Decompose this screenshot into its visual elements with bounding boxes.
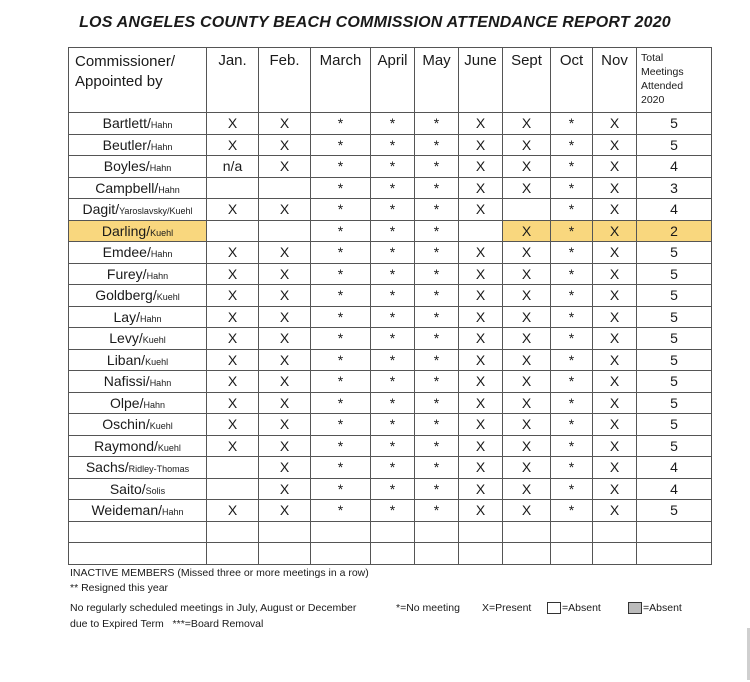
column-header-month: April	[371, 48, 415, 113]
attendance-cell: *	[415, 478, 459, 500]
commissioner-name: Olpe/Hahn	[69, 392, 207, 414]
attendance-cell: X	[593, 435, 637, 457]
table-row	[69, 199, 712, 221]
attendance-cell: *	[311, 134, 371, 156]
attendance-cell: *	[415, 349, 459, 371]
attendance-cell: X	[207, 500, 259, 522]
attendance-cell: X	[593, 113, 637, 135]
attendance-cell: X	[259, 414, 311, 436]
attendance-cell: X	[459, 328, 503, 350]
attendance-cell: X	[593, 371, 637, 393]
attendance-cell: *	[551, 457, 593, 479]
column-header-month: May	[415, 48, 459, 113]
attendance-cell: X	[459, 306, 503, 328]
attendance-cell: *	[415, 113, 459, 135]
empty-cell	[69, 521, 207, 543]
empty-cell	[551, 521, 593, 543]
attendance-cell: *	[415, 220, 459, 242]
commissioner-name: Nafissi/Hahn	[69, 371, 207, 393]
attendance-cell	[259, 177, 311, 199]
attendance-cell: *	[371, 263, 415, 285]
attendance-cell: X	[593, 220, 637, 242]
appointed-by: Hahn	[150, 249, 173, 260]
attendance-cell: *	[371, 134, 415, 156]
commissioner-name: Raymond/Kuehl	[69, 435, 207, 457]
attendance-cell: X	[503, 371, 551, 393]
table-row	[69, 457, 712, 479]
table-row	[69, 242, 712, 264]
table-row	[69, 392, 712, 414]
table-row	[69, 328, 712, 350]
appointed-by: Kuehl	[142, 335, 166, 346]
total-cell: 5	[637, 349, 712, 371]
attendance-cell: *	[311, 478, 371, 500]
empty-cell	[593, 543, 637, 565]
empty-cell	[207, 543, 259, 565]
attendance-cell: *	[551, 328, 593, 350]
attendance-cell: *	[415, 199, 459, 221]
empty-cell	[371, 521, 415, 543]
attendance-cell: X	[259, 285, 311, 307]
attendance-cell: *	[415, 156, 459, 178]
empty-cell	[259, 543, 311, 565]
attendance-cell: *	[311, 242, 371, 264]
attendance-cell: *	[371, 177, 415, 199]
attendance-cell: X	[503, 478, 551, 500]
attendance-cell: X	[259, 242, 311, 264]
attendance-cell: *	[415, 435, 459, 457]
attendance-cell: *	[551, 371, 593, 393]
appointed-by: Kuehl	[156, 292, 180, 303]
table-row	[69, 478, 712, 500]
attendance-cell: *	[551, 306, 593, 328]
attendance-cell: *	[311, 328, 371, 350]
commissioner-name: Darling/Kuehl	[69, 220, 207, 242]
table-row	[69, 263, 712, 285]
attendance-cell: X	[503, 349, 551, 371]
appointed-by: Hahn	[149, 163, 172, 174]
attendance-cell	[207, 478, 259, 500]
attendance-cell: *	[415, 392, 459, 414]
empty-cell	[593, 521, 637, 543]
commissioner-name: Beutler/Hahn	[69, 134, 207, 156]
empty-cell	[311, 521, 371, 543]
attendance-cell: X	[593, 156, 637, 178]
commissioner-name: Dagit/Yaroslavsky/Kuehl	[69, 199, 207, 221]
attendance-cell: X	[459, 199, 503, 221]
appointed-by: Hahn	[149, 378, 172, 389]
attendance-cell: X	[207, 349, 259, 371]
commissioner-name: Bartlett/Hahn	[69, 113, 207, 135]
attendance-cell: *	[415, 134, 459, 156]
attendance-cell: X	[207, 435, 259, 457]
column-header-month: Jan.	[207, 48, 259, 113]
attendance-cell: X	[259, 113, 311, 135]
attendance-cell: X	[459, 500, 503, 522]
table-row	[69, 113, 712, 135]
attendance-cell: *	[311, 263, 371, 285]
attendance-cell: *	[551, 263, 593, 285]
attendance-cell: X	[459, 435, 503, 457]
appointed-by: Hahn	[146, 270, 169, 281]
attendance-cell: X	[207, 306, 259, 328]
column-header-month: Feb.	[259, 48, 311, 113]
attendance-cell: X	[259, 392, 311, 414]
attendance-cell: *	[311, 199, 371, 221]
column-header-total: Total Meetings Attended 2020	[637, 48, 712, 113]
attendance-cell: X	[593, 285, 637, 307]
column-header-month: Sept	[503, 48, 551, 113]
appointed-by: Hahn	[150, 120, 173, 131]
column-header-month: Nov	[593, 48, 637, 113]
attendance-cell: X	[207, 414, 259, 436]
attendance-cell: *	[311, 113, 371, 135]
attendance-cell: X	[503, 263, 551, 285]
attendance-cell: X	[503, 285, 551, 307]
attendance-cell: *	[311, 220, 371, 242]
attendance-cell: X	[259, 134, 311, 156]
attendance-cell: *	[415, 371, 459, 393]
attendance-cell: X	[459, 177, 503, 199]
white-box-icon	[547, 602, 561, 614]
column-header-month: June	[459, 48, 503, 113]
total-cell: 5	[637, 414, 712, 436]
attendance-cell: X	[503, 242, 551, 264]
attendance-cell: *	[311, 500, 371, 522]
appointed-by: Hahn	[150, 141, 173, 152]
appointed-by: Hahn	[162, 507, 184, 518]
total-cell: 5	[637, 328, 712, 350]
attendance-cell: X	[593, 457, 637, 479]
attendance-cell: *	[371, 328, 415, 350]
appointed-by: Hahn	[139, 313, 162, 324]
legend-no-meeting: *=No meeting	[396, 602, 460, 614]
attendance-cell: X	[259, 328, 311, 350]
attendance-cell: X	[593, 414, 637, 436]
attendance-cell: *	[551, 285, 593, 307]
attendance-cell	[207, 177, 259, 199]
total-cell: 5	[637, 435, 712, 457]
attendance-cell: n/a	[207, 156, 259, 178]
attendance-cell: X	[259, 156, 311, 178]
total-cell: 4	[637, 199, 712, 221]
attendance-cell: X	[259, 457, 311, 479]
attendance-cell: *	[415, 285, 459, 307]
empty-row	[69, 521, 712, 543]
attendance-cell: *	[371, 285, 415, 307]
attendance-cell: *	[371, 457, 415, 479]
appointed-by: Kuehl	[157, 442, 181, 453]
table-row	[69, 156, 712, 178]
attendance-cell: X	[503, 328, 551, 350]
total-cell: 5	[637, 306, 712, 328]
legend-absent-grey: =Absent	[628, 601, 682, 615]
column-header-month: Oct	[551, 48, 593, 113]
commissioner-name: Saito/Solis	[69, 478, 207, 500]
grey-box-icon	[628, 602, 642, 614]
legend-present: X=Present	[482, 602, 532, 614]
attendance-cell: *	[311, 349, 371, 371]
commissioner-name: Levy/Kuehl	[69, 328, 207, 350]
attendance-cell: X	[459, 371, 503, 393]
attendance-cell: *	[551, 242, 593, 264]
attendance-cell: X	[503, 177, 551, 199]
attendance-cell: X	[593, 242, 637, 264]
attendance-cell: X	[207, 392, 259, 414]
attendance-cell: X	[207, 328, 259, 350]
column-header-commissioner: Commissioner/ Appointed by	[69, 48, 207, 113]
appointed-by: Kuehl	[149, 421, 173, 432]
commissioner-name: Furey/Hahn	[69, 263, 207, 285]
attendance-cell: X	[503, 306, 551, 328]
attendance-cell: X	[259, 199, 311, 221]
attendance-cell: X	[593, 134, 637, 156]
attendance-cell: *	[415, 457, 459, 479]
attendance-cell	[207, 457, 259, 479]
column-header-month: March	[311, 48, 371, 113]
total-cell: 5	[637, 113, 712, 135]
attendance-cell: X	[593, 263, 637, 285]
empty-cell	[69, 543, 207, 565]
attendance-cell: X	[259, 306, 311, 328]
attendance-cell: X	[459, 113, 503, 135]
appointed-by: Yaroslavsky/Kuehl	[119, 206, 193, 217]
inactive-note: INACTIVE MEMBERS (Missed three or more meetings in a row)	[70, 567, 369, 579]
total-cell: 5	[637, 500, 712, 522]
attendance-cell: *	[371, 349, 415, 371]
attendance-cell: *	[371, 242, 415, 264]
attendance-cell: X	[593, 349, 637, 371]
commissioner-name: Goldberg/Kuehl	[69, 285, 207, 307]
legend-absent-white: =Absent	[547, 601, 601, 615]
attendance-cell: X	[207, 371, 259, 393]
attendance-cell: X	[459, 457, 503, 479]
attendance-cell: X	[459, 478, 503, 500]
attendance-cell: *	[551, 414, 593, 436]
attendance-cell: *	[311, 371, 371, 393]
empty-cell	[459, 521, 503, 543]
attendance-cell: *	[551, 156, 593, 178]
attendance-cell: *	[371, 220, 415, 242]
empty-cell	[551, 543, 593, 565]
attendance-cell: X	[259, 371, 311, 393]
attendance-cell: X	[259, 478, 311, 500]
table-row	[69, 220, 712, 242]
table-row	[69, 435, 712, 457]
attendance-cell: X	[503, 134, 551, 156]
attendance-cell: *	[311, 414, 371, 436]
attendance-cell: X	[503, 220, 551, 242]
attendance-cell: X	[503, 414, 551, 436]
attendance-cell: X	[459, 263, 503, 285]
total-cell: 5	[637, 134, 712, 156]
attendance-cell: X	[459, 349, 503, 371]
attendance-cell: *	[311, 392, 371, 414]
attendance-cell: *	[371, 199, 415, 221]
attendance-cell: X	[459, 156, 503, 178]
commissioner-name: Sachs/Ridley-Thomas	[69, 457, 207, 479]
attendance-cell: X	[593, 199, 637, 221]
report-title: LOS ANGELES COUNTY BEACH COMMISSION ATTENDANCE REPORT 2020	[79, 14, 671, 31]
attendance-cell: *	[371, 414, 415, 436]
commissioner-name: Boyles/Hahn	[69, 156, 207, 178]
table-row	[69, 306, 712, 328]
attendance-cell: *	[371, 156, 415, 178]
attendance-cell: *	[371, 500, 415, 522]
attendance-cell: *	[311, 306, 371, 328]
attendance-cell	[459, 220, 503, 242]
attendance-cell: *	[551, 134, 593, 156]
attendance-cell: X	[593, 328, 637, 350]
attendance-cell: *	[371, 478, 415, 500]
attendance-cell: *	[371, 371, 415, 393]
total-cell: 5	[637, 242, 712, 264]
attendance-cell: *	[551, 392, 593, 414]
appointed-by: Hahn	[143, 399, 165, 410]
table-row	[69, 285, 712, 307]
attendance-cell: *	[551, 177, 593, 199]
attendance-cell: *	[415, 242, 459, 264]
attendance-cell: X	[207, 113, 259, 135]
attendance-cell: X	[259, 263, 311, 285]
attendance-cell: X	[503, 457, 551, 479]
attendance-cell: X	[207, 199, 259, 221]
attendance-cell: *	[551, 500, 593, 522]
total-cell: 4	[637, 457, 712, 479]
attendance-cell: *	[415, 263, 459, 285]
attendance-cell	[503, 199, 551, 221]
attendance-cell: X	[207, 242, 259, 264]
header-row	[69, 48, 712, 113]
total-cell: 5	[637, 371, 712, 393]
attendance-cell: *	[311, 285, 371, 307]
attendance-cell: X	[503, 500, 551, 522]
attendance-cell: *	[371, 435, 415, 457]
attendance-cell: X	[503, 435, 551, 457]
total-cell: 5	[637, 285, 712, 307]
expired-term-note: due to Expired Term ***=Board Removal	[70, 618, 264, 630]
no-meetings-note: No regularly scheduled meetings in July, August or December	[70, 602, 357, 614]
attendance-cell	[207, 220, 259, 242]
empty-cell	[207, 521, 259, 543]
empty-cell	[415, 543, 459, 565]
total-cell: 2	[637, 220, 712, 242]
total-cell: 5	[637, 263, 712, 285]
appointed-by: Kuehl	[145, 356, 169, 367]
table-row	[69, 500, 712, 522]
empty-cell	[459, 543, 503, 565]
attendance-cell: X	[593, 392, 637, 414]
empty-row	[69, 543, 712, 565]
attendance-cell: *	[371, 392, 415, 414]
appointed-by: Ridley-Thomas	[128, 464, 190, 475]
attendance-cell: *	[551, 220, 593, 242]
attendance-cell: *	[415, 177, 459, 199]
commissioner-name: Emdee/Hahn	[69, 242, 207, 264]
table-row	[69, 349, 712, 371]
attendance-cell: *	[311, 177, 371, 199]
attendance-cell: X	[503, 156, 551, 178]
empty-cell	[311, 543, 371, 565]
table-row	[69, 134, 712, 156]
table-row	[69, 414, 712, 436]
attendance-cell: X	[593, 500, 637, 522]
total-cell: 5	[637, 392, 712, 414]
table-row	[69, 177, 712, 199]
attendance-cell	[259, 220, 311, 242]
commissioner-name: Campbell/Hahn	[69, 177, 207, 199]
total-cell: 3	[637, 177, 712, 199]
empty-cell	[503, 543, 551, 565]
appointed-by: Kuehl	[150, 227, 174, 238]
attendance-cell: X	[459, 285, 503, 307]
attendance-cell: *	[415, 328, 459, 350]
attendance-table	[68, 47, 712, 565]
attendance-cell: X	[207, 285, 259, 307]
commissioner-name: Lay/Hahn	[69, 306, 207, 328]
commissioner-name: Oschin/Kuehl	[69, 414, 207, 436]
attendance-cell: *	[551, 478, 593, 500]
commissioner-name: Weideman/Hahn	[69, 500, 207, 522]
attendance-cell: X	[593, 478, 637, 500]
attendance-cell: *	[371, 306, 415, 328]
attendance-cell: *	[551, 435, 593, 457]
attendance-cell: X	[593, 306, 637, 328]
attendance-cell: *	[415, 500, 459, 522]
attendance-cell: X	[459, 392, 503, 414]
total-cell: 4	[637, 478, 712, 500]
attendance-cell: *	[415, 306, 459, 328]
attendance-cell: X	[503, 392, 551, 414]
empty-cell	[371, 543, 415, 565]
attendance-cell: *	[551, 349, 593, 371]
attendance-cell: X	[259, 349, 311, 371]
attendance-cell: *	[551, 199, 593, 221]
appointed-by: Solis	[145, 485, 166, 496]
attendance-cell: X	[459, 242, 503, 264]
attendance-cell: X	[207, 134, 259, 156]
attendance-cell: X	[459, 414, 503, 436]
empty-cell	[415, 521, 459, 543]
attendance-cell: X	[259, 500, 311, 522]
attendance-cell: X	[207, 263, 259, 285]
attendance-cell: X	[459, 134, 503, 156]
commissioner-name: Liban/Kuehl	[69, 349, 207, 371]
attendance-cell: *	[311, 156, 371, 178]
empty-cell	[503, 521, 551, 543]
attendance-cell: *	[311, 435, 371, 457]
resigned-note: ** Resigned this year	[70, 582, 169, 594]
attendance-cell: *	[551, 113, 593, 135]
attendance-cell: *	[311, 457, 371, 479]
attendance-cell: *	[415, 414, 459, 436]
empty-cell	[637, 521, 712, 543]
empty-cell	[637, 543, 712, 565]
attendance-cell: X	[593, 177, 637, 199]
empty-cell	[259, 521, 311, 543]
attendance-cell: X	[503, 113, 551, 135]
attendance-cell: *	[371, 113, 415, 135]
appointed-by: Hahn	[158, 184, 180, 195]
total-cell: 4	[637, 156, 712, 178]
attendance-cell: X	[259, 435, 311, 457]
table-row	[69, 371, 712, 393]
